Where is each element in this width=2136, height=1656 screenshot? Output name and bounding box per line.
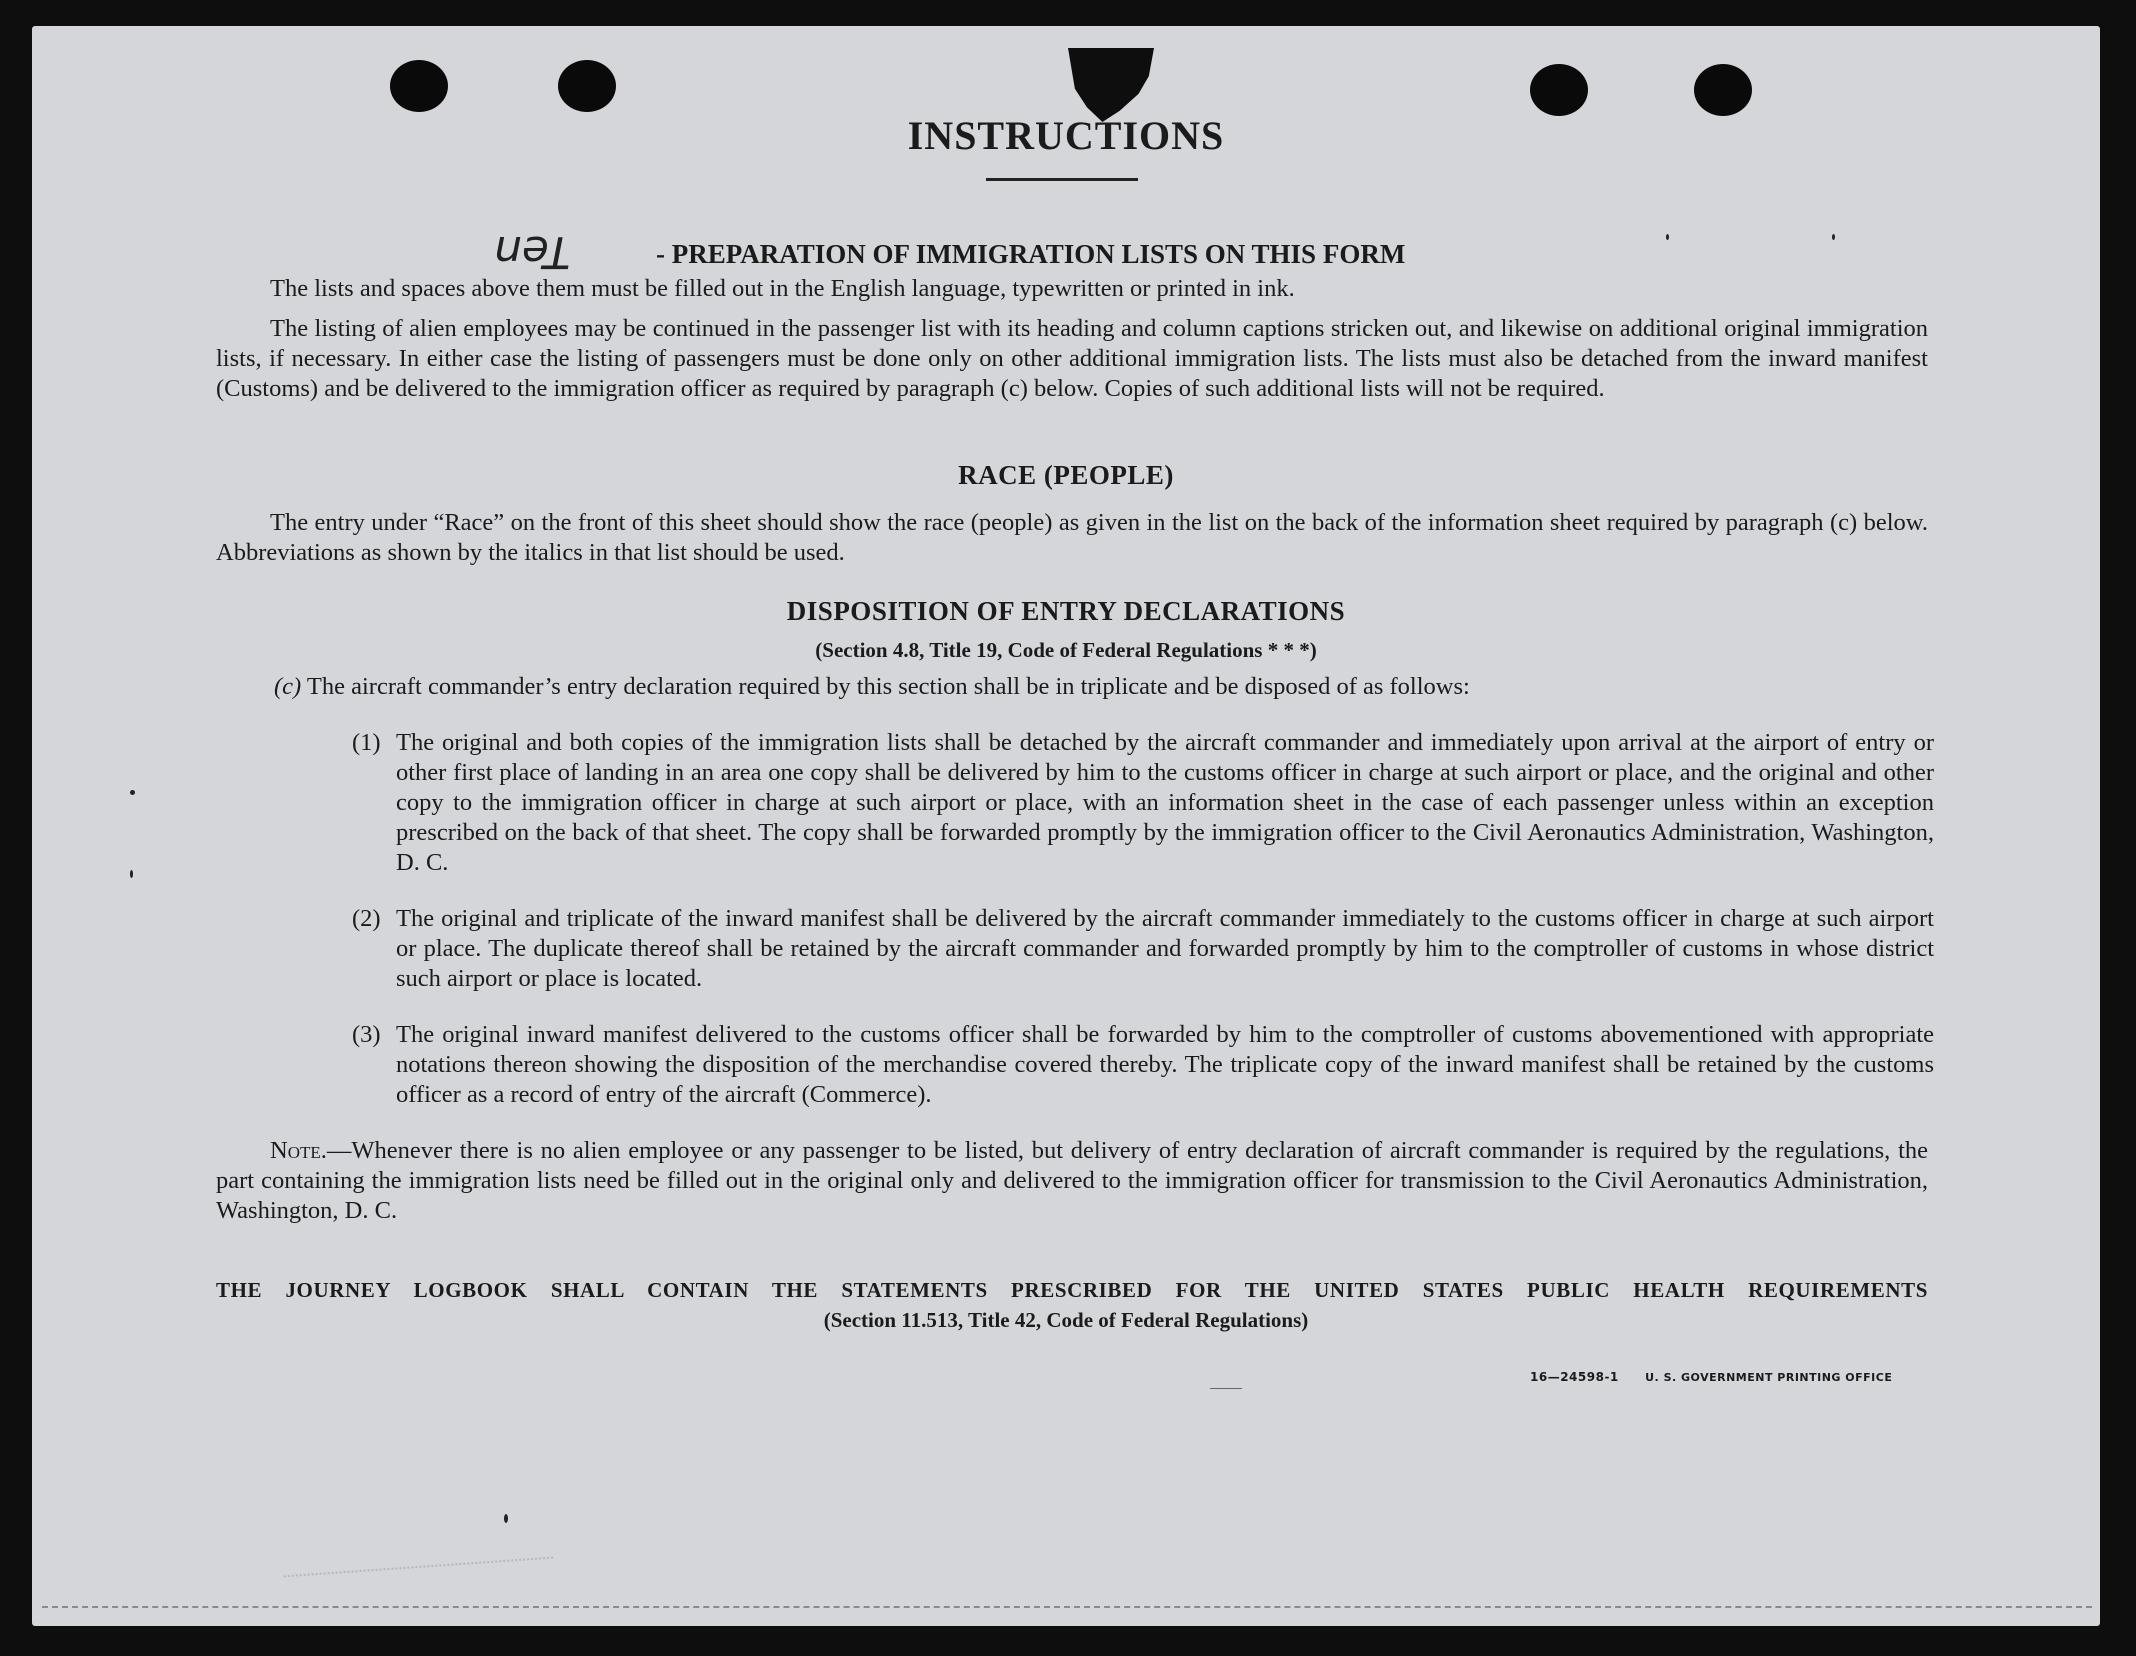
ink-speck xyxy=(1666,234,1669,240)
punch-hole xyxy=(390,60,448,112)
logbook-requirement: THE JOURNEY LOGBOOK SHALL CONTAIN THE STATEMENTS PRESCRIBED FOR THE UNITED STATES PUBLIC HEALTH REQUIREMENTS xyxy=(216,1278,1928,1302)
punch-hole xyxy=(1530,64,1588,116)
paragraph-c xyxy=(274,672,1934,702)
paragraph-c-label: (c) xyxy=(274,673,302,700)
section-heading-disposition: DISPOSITION OF ENTRY DECLARATIONS xyxy=(786,596,1346,626)
form-code: 16—24598-1 xyxy=(1530,1370,1619,1384)
printer-imprint xyxy=(1530,1370,1892,1384)
list-item-number: (1) xyxy=(352,729,381,756)
handwritten-annotation: Ten xyxy=(494,226,571,277)
ink-speck xyxy=(130,790,135,795)
ink-speck xyxy=(1832,234,1835,240)
torn-edge xyxy=(1068,48,1154,122)
section-heading-preparation: - PREPARATION OF IMMIGRATION LISTS ON THIS FORM xyxy=(656,239,1406,269)
title-underline xyxy=(986,178,1138,181)
list-item-number: (2) xyxy=(352,905,381,932)
paragraph-language: The lists and spaces above them must be filled out in the English language, typewritten or printed in ink. xyxy=(270,275,1295,302)
document-page xyxy=(32,26,2100,1626)
list-item-text: The original and both copies of the immigration lists shall be detached by the aircraft commander and immediately upon arrival at the airport of entry or other first place of landing in an area one copy shall be delivered by him to the customs officer in charge at such airport or place, and the original and other copy to the immigration officer in charge at such airport or place, with an information sheet in the case of each passenger unless within an exception prescribed on the back of that sheet. The copy shall be forwarded promptly by the immigration officer to the Civil Aeronautics Administration, Washington, D. C. xyxy=(396,729,1934,876)
list-item-text: The original inward manifest delivered to the customs officer shall be forwarded by him to the comptroller of customs abovementioned with appropriate notations thereon showing the disposition of the merchandise covered thereby. The triplicate copy of the inward manifest shall be retained by the customs officer as a record of entry of the aircraft (Commerce). xyxy=(396,1021,1934,1108)
list-item-text: The original and triplicate of the inward manifest shall be delivered by the aircraft commander immediately to the customs officer in charge at such airport or place. The duplicate thereof shall be retained by the aircraft commander and forwarded promptly by him to the comptroller of customs in whose district such airport or place is located. xyxy=(396,905,1934,992)
ink-speck xyxy=(130,870,133,878)
paragraph-c-text: The aircraft commander’s entry declaration required by this section shall be in triplicate and be disposed of as follows: xyxy=(306,673,1470,700)
list-item xyxy=(352,904,1934,994)
page-title: INSTRUCTIONS xyxy=(907,113,1225,158)
faint-bleed-through xyxy=(281,1517,553,1578)
citation-section-4-8: (Section 4.8, Title 19, Code of Federal Regulations * * *) xyxy=(815,638,1317,662)
list-item xyxy=(352,1020,1934,1110)
punch-hole xyxy=(1694,64,1752,116)
note-paragraph xyxy=(216,1136,1928,1226)
note-text: —Whenever there is no alien employee or any passenger to be listed, but delivery of entry declaration of aircraft commander is required by the regulations, the part containing the immigration lists need be filled out in the original only and delivered to the immigration officer for transmission to the Civil Aeronautics Administration, Washington, D. C. xyxy=(216,1137,1928,1224)
section-heading-race: RACE (PEOPLE) xyxy=(958,460,1174,490)
list-item-number: (3) xyxy=(352,1021,381,1048)
printing-office: U. S. GOVERNMENT PRINTING OFFICE xyxy=(1645,1371,1893,1384)
paragraph-alien-employees: The listing of alien employees may be continued in the passenger list with its heading and column captions stricken out, and likewise on additional original immigration lists, if necessary. In either case the listing of passengers must be done only on other additional immigration lists. The lists must also be detached from the inward manifest (Customs) and be delivered to the immigration officer as required by paragraph (c) below. Copies of such additional lists will not be required. xyxy=(216,315,1928,402)
list-item xyxy=(352,728,1934,878)
citation-section-11-513: (Section 11.513, Title 42, Code of Federal Regulations) xyxy=(823,1308,1309,1332)
perforation-line xyxy=(42,1606,2092,1608)
paragraph-race: The entry under “Race” on the front of this sheet should show the race (people) as given in the list on the back of the information sheet required by paragraph (c) below. Abbreviations as shown by the italics in that list should be used. xyxy=(216,509,1928,566)
punch-hole xyxy=(558,60,616,112)
divider xyxy=(1210,1388,1242,1389)
note-label: Note. xyxy=(270,1137,327,1164)
